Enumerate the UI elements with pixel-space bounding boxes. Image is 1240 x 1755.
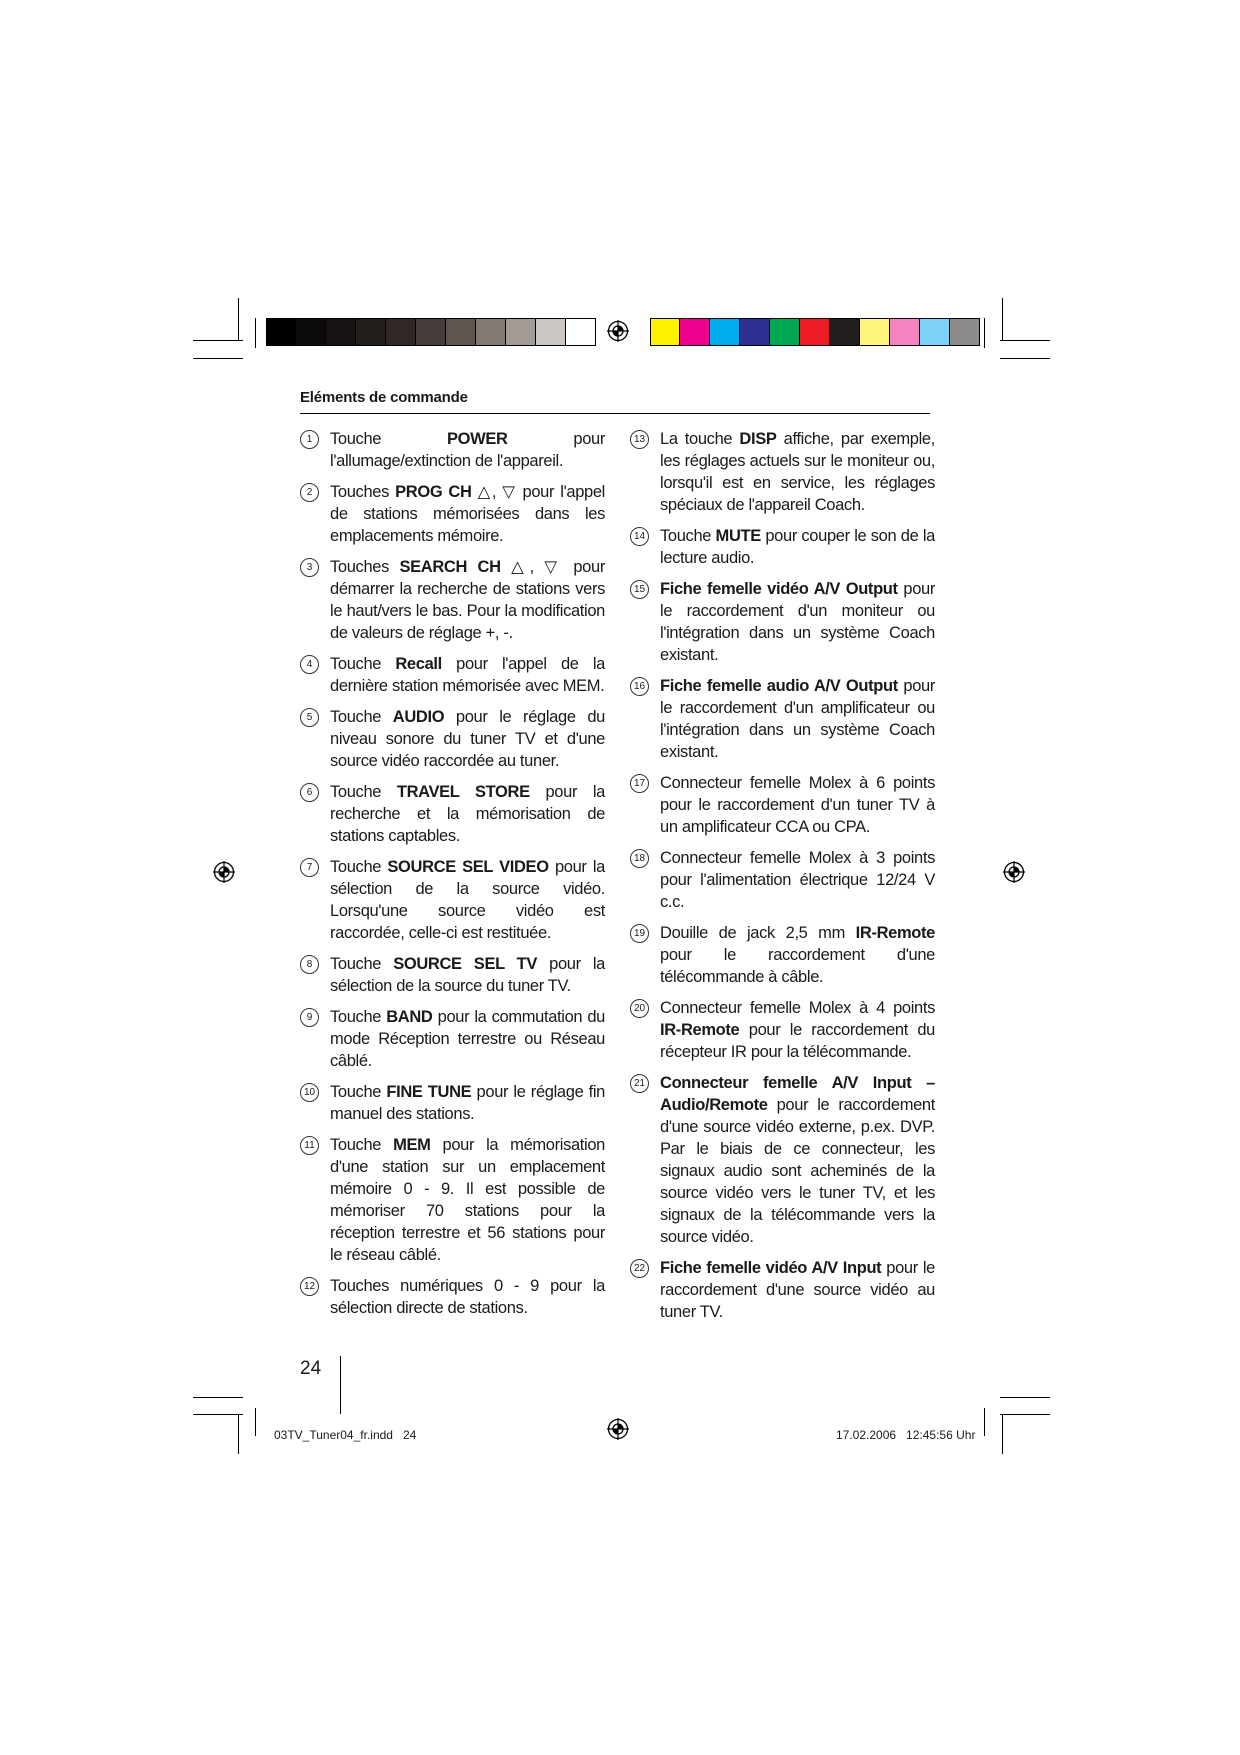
color-swatch bbox=[296, 318, 326, 346]
item-number-badge: 2 bbox=[300, 483, 319, 502]
item-number-badge: 9 bbox=[300, 1008, 319, 1027]
item-text: Connecteur femelle Molex à 6 points pour le raccordement d'un tuner TV à un amplificateur CCA ou CPA. bbox=[660, 774, 935, 836]
control-item bbox=[300, 428, 605, 472]
item-text: Touche Recall pour l'appel de la dernière station mémorisée avec MEM. bbox=[330, 655, 605, 695]
color-swatch bbox=[356, 318, 386, 346]
crop-mark bbox=[984, 1408, 985, 1436]
registration-mark-icon bbox=[607, 1418, 629, 1440]
crop-mark bbox=[193, 358, 243, 359]
item-text: Touches SEARCH CH △, ▽ pour démarrer la recherche de stations vers le haut/vers le bas. Pour la modification de valeurs de réglage +, -. bbox=[330, 558, 605, 642]
item-text: Touche MUTE pour couper le son de la lecture audio. bbox=[660, 527, 935, 567]
section-divider bbox=[300, 413, 930, 414]
control-item bbox=[300, 556, 605, 644]
control-item bbox=[300, 653, 605, 697]
control-item bbox=[630, 922, 935, 988]
item-text: Touche FINE TUNE pour le réglage fin manuel des stations. bbox=[330, 1083, 606, 1123]
item-number-badge: 20 bbox=[630, 999, 649, 1018]
item-text: Touches numériques 0 - 9 pour la sélection directe de stations. bbox=[330, 1277, 605, 1317]
item-text: Connecteur femelle Molex à 4 points IR-Remote pour le raccordement du récepteur IR pour la télécommande. bbox=[660, 999, 935, 1061]
control-item bbox=[630, 428, 935, 516]
color-swatch bbox=[680, 318, 710, 346]
item-text: Touche MEM pour la mémorisation d'une station sur un emplacement mémoire 0 - 9. Il est possible de mémoriser 70 stations pour la réception terrestre et 56 stations pour le réseau câblé. bbox=[330, 1136, 606, 1264]
color-swatch bbox=[566, 318, 596, 346]
color-swatch bbox=[326, 318, 356, 346]
control-item bbox=[300, 1081, 605, 1125]
footer-filename: 03TV_Tuner04_fr.indd 24 bbox=[274, 1428, 417, 1442]
control-item bbox=[300, 953, 605, 997]
crop-mark bbox=[1000, 340, 1050, 341]
crop-mark bbox=[1000, 1414, 1050, 1415]
right-column bbox=[630, 428, 935, 1332]
item-text: Connecteur femelle Molex à 3 points pour l'alimentation électrique 12/24 V c.c. bbox=[660, 849, 935, 911]
color-swatch bbox=[710, 318, 740, 346]
crop-mark bbox=[1000, 1397, 1050, 1398]
color-swatch bbox=[650, 318, 680, 346]
color-swatch bbox=[416, 318, 446, 346]
item-text: Touches PROG CH △, ▽ pour l'appel de stations mémorisées dans les emplacements mémoire. bbox=[330, 483, 606, 545]
control-item bbox=[300, 1006, 605, 1072]
crop-mark bbox=[1000, 358, 1050, 359]
item-number-badge: 8 bbox=[300, 955, 319, 974]
footer-timestamp: 17.02.2006 12:45:56 Uhr bbox=[836, 1428, 976, 1442]
control-item bbox=[630, 847, 935, 913]
color-swatch bbox=[476, 318, 506, 346]
crop-mark bbox=[193, 340, 243, 341]
control-item bbox=[630, 772, 935, 838]
item-text: Touche SOURCE SEL TV pour la sélection de la source du tuner TV. bbox=[330, 955, 605, 995]
page-number: 24 bbox=[300, 1358, 322, 1379]
crop-mark bbox=[1002, 1414, 1003, 1454]
color-swatch bbox=[386, 318, 416, 346]
item-number-badge: 6 bbox=[300, 783, 319, 802]
item-number-badge: 7 bbox=[300, 858, 319, 877]
control-item bbox=[630, 578, 935, 666]
control-item bbox=[300, 1275, 605, 1319]
left-column bbox=[300, 428, 605, 1328]
item-text: Connecteur femelle A/V Input – Audio/Remote pour le raccordement d'une source vidéo externe, p.ex. DVP. Par le biais de ce connecteur, les signaux audio sont acheminés de la source vidéo vers le tuner TV, et les signaux de la télécommande vers la source vidéo. bbox=[660, 1074, 935, 1246]
control-item bbox=[630, 997, 935, 1063]
registration-mark-icon bbox=[607, 320, 629, 342]
cmyk-color-bar bbox=[650, 318, 980, 346]
item-number-badge: 18 bbox=[630, 849, 649, 868]
item-text: Touche AUDIO pour le réglage du niveau sonore du tuner TV et d'une source vidéo raccordée au tuner. bbox=[330, 708, 605, 770]
item-number-badge: 22 bbox=[630, 1259, 649, 1278]
item-number-badge: 17 bbox=[630, 774, 649, 793]
color-swatch bbox=[950, 318, 980, 346]
item-text: Fiche femelle audio A/V Output pour le raccordement d'un amplificateur ou l'intégration dans un système Coach existant. bbox=[660, 677, 935, 761]
crop-mark bbox=[238, 298, 239, 340]
item-number-badge: 21 bbox=[630, 1074, 649, 1093]
item-text: Touche TRAVEL STORE pour la recherche et la mémorisation de stations captables. bbox=[330, 783, 605, 845]
crop-mark bbox=[255, 1408, 256, 1436]
color-swatch bbox=[830, 318, 860, 346]
control-item bbox=[300, 706, 605, 772]
crop-mark bbox=[238, 1414, 239, 1454]
item-number-badge: 19 bbox=[630, 924, 649, 943]
item-number-badge: 10 bbox=[300, 1083, 319, 1102]
control-item bbox=[300, 856, 605, 944]
item-number-badge: 14 bbox=[630, 527, 649, 546]
section-title: Eléments de commande bbox=[300, 389, 468, 406]
color-swatch bbox=[800, 318, 830, 346]
crop-mark bbox=[984, 318, 985, 348]
control-item bbox=[300, 781, 605, 847]
item-text: Douille de jack 2,5 mm IR-Remote pour le raccordement d'une télécommande à câble. bbox=[660, 924, 935, 986]
item-number-badge: 12 bbox=[300, 1277, 319, 1296]
item-number-badge: 1 bbox=[300, 430, 319, 449]
control-item bbox=[300, 481, 605, 547]
color-swatch bbox=[860, 318, 890, 346]
control-item bbox=[630, 1072, 935, 1248]
color-swatch bbox=[770, 318, 800, 346]
item-text: Touche BAND pour la commutation du mode Réception terrestre ou Réseau câblé. bbox=[330, 1008, 606, 1070]
item-number-badge: 13 bbox=[630, 430, 649, 449]
crop-mark bbox=[1002, 298, 1003, 340]
item-number-badge: 11 bbox=[300, 1136, 319, 1155]
registration-mark-icon bbox=[1003, 861, 1025, 883]
crop-mark bbox=[193, 1414, 243, 1415]
control-item bbox=[630, 1257, 935, 1323]
item-text: Fiche femelle vidéo A/V Input pour le raccordement d'une source vidéo au tuner TV. bbox=[660, 1259, 935, 1321]
item-number-badge: 4 bbox=[300, 655, 319, 674]
item-text: La touche DISP affiche, par exemple, les réglages actuels sur le moniteur ou, lorsqu'il est en service, les réglages spéciaux de l'appareil Coach. bbox=[660, 430, 935, 514]
color-swatch bbox=[920, 318, 950, 346]
color-swatch bbox=[446, 318, 476, 346]
item-number-badge: 16 bbox=[630, 677, 649, 696]
registration-mark-icon bbox=[213, 861, 235, 883]
control-item bbox=[300, 1134, 605, 1266]
color-swatch bbox=[506, 318, 536, 346]
item-text: Fiche femelle vidéo A/V Output pour le raccordement d'un moniteur ou l'intégration dans un système Coach existant. bbox=[660, 580, 935, 664]
crop-mark bbox=[193, 1397, 243, 1398]
grayscale-color-bar bbox=[266, 318, 596, 346]
color-swatch bbox=[740, 318, 770, 346]
item-text: Touche POWER pour l'allumage/extinction de l'appareil. bbox=[330, 430, 606, 470]
control-item bbox=[630, 675, 935, 763]
crop-mark bbox=[255, 318, 256, 348]
item-number-badge: 15 bbox=[630, 580, 649, 599]
color-swatch bbox=[536, 318, 566, 346]
page-number-rule bbox=[340, 1356, 341, 1414]
color-swatch bbox=[266, 318, 296, 346]
item-text: Touche SOURCE SEL VIDEO pour la sélection de la source vidéo. Lorsqu'une source vidéo est raccordée, celle-ci est restituée. bbox=[330, 858, 605, 942]
control-item bbox=[630, 525, 935, 569]
item-number-badge: 3 bbox=[300, 558, 319, 577]
color-swatch bbox=[890, 318, 920, 346]
item-number-badge: 5 bbox=[300, 708, 319, 727]
